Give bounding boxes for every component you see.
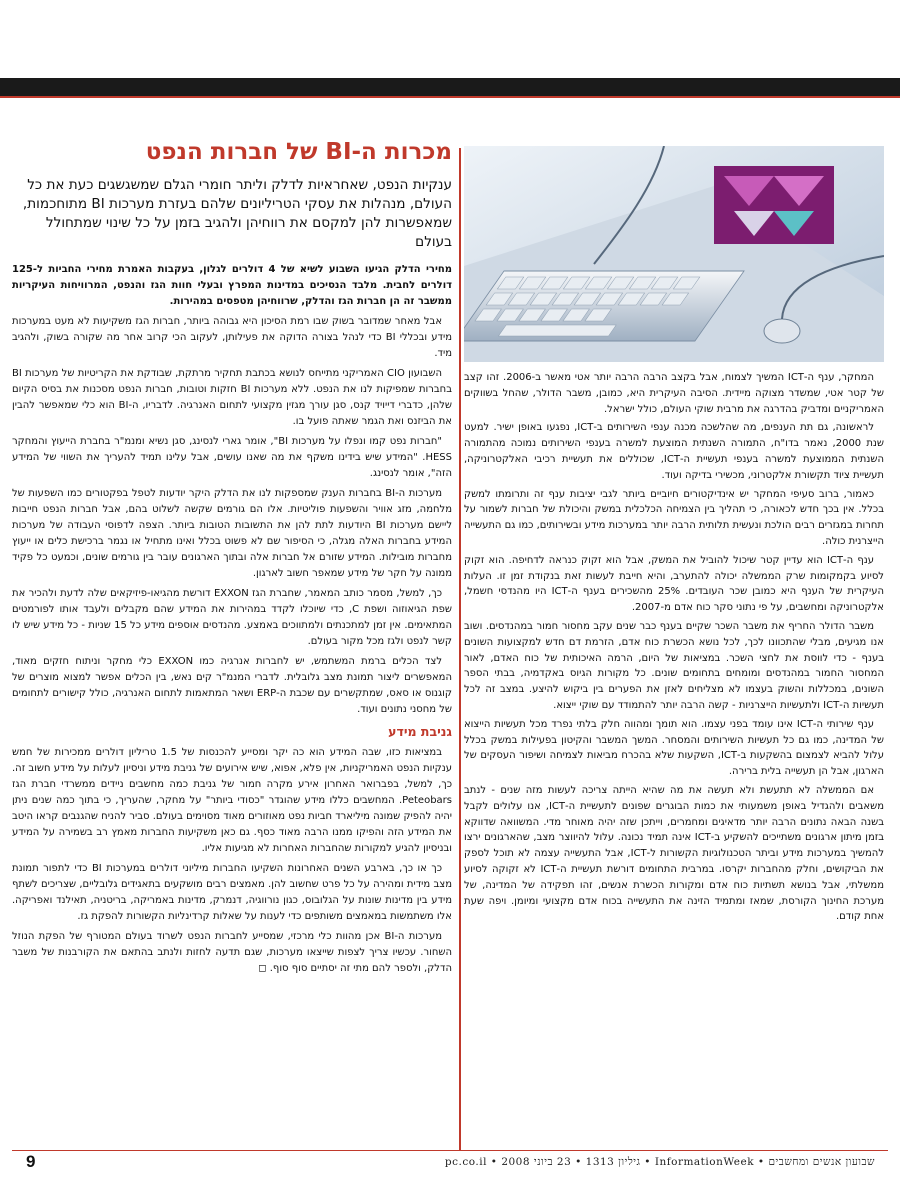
section-paragraph: במציאות כזו, שבה המידע הוא כה יקר ומסייע להכנסות של 1.5 טריליון דולרים ממכירות של חמש ענקיות הנפט האמריקניות, אין פלא, אפוא, שיש אירועים של גניבת מידע וניסיון לעלות על מידע חשוב זה. כך, למשל, בפברואר האחרון אירע מקרה חמור של גניבת כמה מחשבים ניידים ממשרדי חברת הגז Peteobars. המחשבים כללו מידע שהוגדר "כסודי ביותר" על מחקר, שהעריך, כי בתוך כמה שנים ניתן יהיה להפיק שמונה מיליארד חביות נפט מאוזורים מאוד מסוימים בעולם. סביר להניח שהגנבים קראו היטב את המידע הזה והפיקו ממנו הרבה מאוד כסף. גם כאן משקיעות החברות מאמץ רב בשמירה על המידע ובניסיון להגיע למקורות שהחברות האחרות לא מגיעות אליו. <box>12 747 452 854</box>
section-paragraph: מערכות ה-BI אכן מהוות כלי מרכזי, שמסייע לחברות הנפט לשרוד בעולם המטורף של הפקת הנוזל השחור. עכשיו צריך לצפות שייצאו מערכות, שגם תדעה לחזות ולנתב בהתאם את הקורבנות של משבר הדלק, ולספר להם מתי זה יסתיים סוף סוף. ◻ <box>12 931 452 974</box>
magazine-logo-icon <box>714 166 834 244</box>
article-paragraph: השבועון CIO האמריקני מתייחס לנושא בכתבת תחקיר מרתקת, שבודקת את הקריטיות של מערכות BI בחברות שמפיקות לנו את הנפט. ללא מערכות BI חזקות וטובות, חברות הנפט מסכנות את בסיס הקיום שלהן, כדברי דייויד קנס, סגן עורך מגזין מקצועי לתחום האנרגיה. לדבריו, ה-BI הוא כלי שמאפשר להבין את הביזנס ואת הגמר שאתה פועל בו. <box>12 368 452 427</box>
main-article <box>12 136 452 1146</box>
side-paragraph: ענף ה-ICT הוא עדיין קטר שיכול להוביל את המשק, אבל הוא זקוק כנראה לדחיפה. הוא זקוק לסיוע בקמקומות שרק הממשלה יכולה להתערב, והיא חייבת לעשות זאת בנקודת זמן זו. העלות העיקרית של הענף היא כמובן שכר העובדים. 25% מהשכירים בענף ה-ICT היו מהנדסי חשמל, אלקטרוניקה ומחשבים, על פי נתוני סקר כוח אדם מ-2007. <box>464 554 884 614</box>
computer-photo <box>464 146 884 362</box>
side-paragraph: ענף שירותי ה-ICT אינו עומד בפני עצמו. הוא תומך ומהווה חלק בלתי נפרד מכל תעשיות הייצוא של המדינה, כמו גם כל תעשיות השירותים והמסחר. המשך המשבר והקיטון בפעילות במשק בכלל עלול להביא לצמצום בהשקעות ב-ICT, השקעות שלא בהכרח מביאות לצמיחה ושיפור העסקים של הארגון, אבל הן תעשייה בלית ברירה. <box>464 718 884 778</box>
side-paragraph: משבר הדולר החריף את משבר השכר שקיים בענף כבר שנים עקב מחסור חמור במהנדסים. ושוב אנו מגיעים, מבלי שהתכוונו לכך, לכל נושא הכשרת כוח אדם, הזרמת דם חדש למקצועות השונים בענף - כדי לווסת את לחצי השכר. במציאות של היום, הרמה האיכותית של כוח האדם, לאור המחסור החמור במהנדסים ומומחים בתחומים שונים. כל מקורות הגיוס באקדמיה, בבתי הספר השונים, במכללות והשוק בעצמו לא מצליחים לאזן את הפערים בין ביקוש להיצע. במצב זה לכל תעשיות ה-ICT ולתעשיות הייצרניות - קשה הרבה יותר להתמודד עם שוקי ייצוא. <box>464 620 884 711</box>
bottom-red-rule <box>12 1150 888 1151</box>
page-number: 9 <box>26 1152 36 1171</box>
article-paragraph: כך, למשל, מסמר כותב המאמר, שחברת הגז EXXON דורשת מהגיאו-פיזיקאים שלה לדעת ולהכיר את שפת הגיאוזוה ושפת C, כדי שיוכלו לקדד במהירות את המידע שהם מקבלים ולעבד אותו לפורמטים המתאימים. אין זמן למתכנתים ולמתווכים באמצע. מהנדסים אוספים מידע כל 15 שניות - כל מידע שיש לו קשר לנפט ולגז מכל מקור בעולם. <box>12 588 452 647</box>
article-paragraph: אבל מאחר שמדובר בשוק שבו רמת הסיכון היא גבוהה ביותר, חברות הגז משקיעות לא מעט במערכות מידע ובכללי BI כדי לנהל בצורה הדוקה את פעילותן, לעקוב הכי קרוב אחר מה שקורה בשוק, ולהגיב מיד. <box>12 316 452 359</box>
section-paragraph: כך או כך, בארבע השנים האחרונות השקיעו החברות מיליוני דולרים במערכות BI כדי לתפור תמונת מצב מידית ומהירה על כל פרט שחשוב להן. מאמצים רבים מושקעים בתאגידים גלובליים, שצריכים לשתף מידע בין מדינות שונות על הגלובוס, כגון נורווגיה, דנמרק, מדינות באמריקה, בריטניה, תאילנד ואפריקה. אלו משתמשות במאמצים משותפים כדי לענות על שאלות קרדינליות הקשורות להפקת גז. <box>12 863 452 922</box>
side-paragraph: המחקר, ענף ה-ICT המשיך לצמוח, אבל בקצב הרבה הרבה יותר אטי מאשר ב-2006. זהו קצב של קטר אטי, שמשדר מצוקה מיידית. הסיבה העיקרית היא, כמובן, משבר הדולר, שהחל בשווקים האמריקניים ומדביק בהדרגה את מרבית שוקי העולם, כולל ישראל. <box>464 372 884 415</box>
footer-text: שבועון אנשים ומחשבים • InformationWeek • גיליון 1313 • 23 ביוני 2008 • pc.co.il <box>444 1156 875 1168</box>
article-paragraph: "חברות נפט קמו ונפלו על מערכות BI", אומר גארי לנסינג, סגן נשיא ומנמ"ר בחברת הייעוץ והמחקר HESS. "המידע שיש בידינו משקף את מה שאנו עושים, אבל עלינו תמיד להעריך את השווי של המידע הזה", אומר לנסינג. <box>12 436 452 479</box>
article-paragraph: מערכות ה-BI בחברות הענק שמספקות לנו את הדלק היקר יודעות לטפל בפקטורים כמו השפעות של מלחמה, מזג אוויר והשפעות פוליטיות. אלו הם גורמים שקשה לשלוט בהם, אבל חברות הנפט חייבות ליישם מערכות BI היודעות לתת להן את התשובות הטובות ביותר. הצפה לדפוסי העבודה של מערכות המידע בחברות האלה מגלה, כי הסיפור שם לא פשוט בכלל ואינו מתחיל או נגמר ברכישת כלים או ייעוץ מחברות מובילות. המידע שזורם אל חברות אלה ובתוך הארגונים עובר בין גורמים שונים, וכמעט כל פקיד ממונה על חקר של מידע שמאפר חשוב לארגון. <box>12 488 453 579</box>
side-article <box>464 146 884 1146</box>
side-paragraph: אם הממשלה לא תתעשת ולא תעשה את מה שהיא הייתה צריכה לעשות מזה שנים - לנתב משאבים ולהגדיל באופן משמעותי את כמות הבוגרים שפונים לתעשיית ה-ICT, אנו עלולים לקבל בשנה הבאה נתונים הרבה יותר מדאיגים ומחמרים, וייתכן שזה יהיה מאוחר מדי. המשוואה שדווקא בזמן מיתון ארגונים משתייכים להשקיע ב-ICT אינה תמיד נכונה. עלול להיווצר מצב, שהארגונים ירצו להמשיך במערכות מידע וביתר הטכנולוגיות הקשורות ל-ICT, אבל התעשייה עצמה לא תוכל לספק את הביקושים, וחלק מהחברות יקרסו. במרבית התחומים דורשת תעשיית ה-ICT לא זקוקה לסיוע ממשלתי, אבל בנושא תשתיות כוח אדם ומקורות הכשרת אנשים, זהו תפקידה של המדינה, של מערכת החינוך הקורסת, שמאז ומתמיד הזינה את התעשייה בכוח אדם מקצועי ומיומן. ויפה שעת אחת קודם. <box>464 784 885 923</box>
side-paragraph: לראשונה, גם תת הענפים, מה שהלשכה מכנה ענפי השירותים ב-ICT, נפגעו באופן ישיר. למעט שנת 2000, נאמר בדו"ח, התמורה השנתית המוצעת למשרה בענפי השירותים נמוכה מהתמורה השנתית הממוצעת למשרה בענפי תעשיית ה-ICT, שכוללים את תעשיית רכיבי האלקטרוניקה, תעשיית ציוד תקשורת אלקטרוני, מכשירי בדיקה ועוד. <box>464 422 885 481</box>
article-paragraph: לצד הכלים ברמת המשתמש, יש לחברות אנרגיה כמו EXXON כלי מחקר וניתוח חזקים מאוד, המאפשרים ליצור תמונת מצב גלובלית. לדברי המנמ"ר קים נאש, בין הכלים אפשר למצוא מוצרים של קוגנוס או סאס, שמתקשרים עם שכבת ה-ERP ושאר המתאמות לתחום האנרגיה, כולל קישורים לתחומים של מחסני נתונים ועוד. <box>12 656 452 715</box>
article-subhead: ענקיות הנפט, שאחראיות לדלק וליתר חומרי הגלם שמשגשגים כעת את כל העולם, מנהלות את עסקי הטריליונים שלהם בעזרת מערכות BI מתוחכמות, שמאפשרות להן למקסם את רווחיהן ולהגיב בזמן על כל שינוי שמתחולל בעולם <box>22 177 452 250</box>
section-heading: גניבת מידע <box>388 724 452 739</box>
page-footer <box>0 1152 900 1176</box>
article-lead: מחירי הדלק הגיעו השבוע לשיא של 4 דולרים לגלון, בעקבות האמרת מחירי החביות ל-125 דולרים לחבית. מלבד הנסיכים במדינות המפרץ ובעלי חוות הגז והנפט, המרוויחות העיקריות ממשבר זה הן חברות הגז והדלק, שרווחיהן מטפסים במהירות. <box>12 264 452 307</box>
article-headline: מכרות ה-BI של חברות הנפט <box>145 139 452 165</box>
article-page <box>12 96 888 1146</box>
top-black-bar <box>0 78 900 96</box>
side-paragraph: כאמור, ברוב סעיפי המחקר יש אינדיקטורים חיוביים ביותר לגבי יציבות ענף זה ותרומתו למשק בכלל. אין בכך חדש לכאורה, כי תהליך בין הצמיחה הכלכלית במשק והיכולת של חברות לשמור על תחרות במגזרים רבים הולכת ונעשית תלותית הרבה יותר במערכות מידע ובשירותים, כמו גם התעשייה הייצרנית כולה. <box>464 488 884 547</box>
computer-keyboard-photo-icon <box>464 146 884 362</box>
